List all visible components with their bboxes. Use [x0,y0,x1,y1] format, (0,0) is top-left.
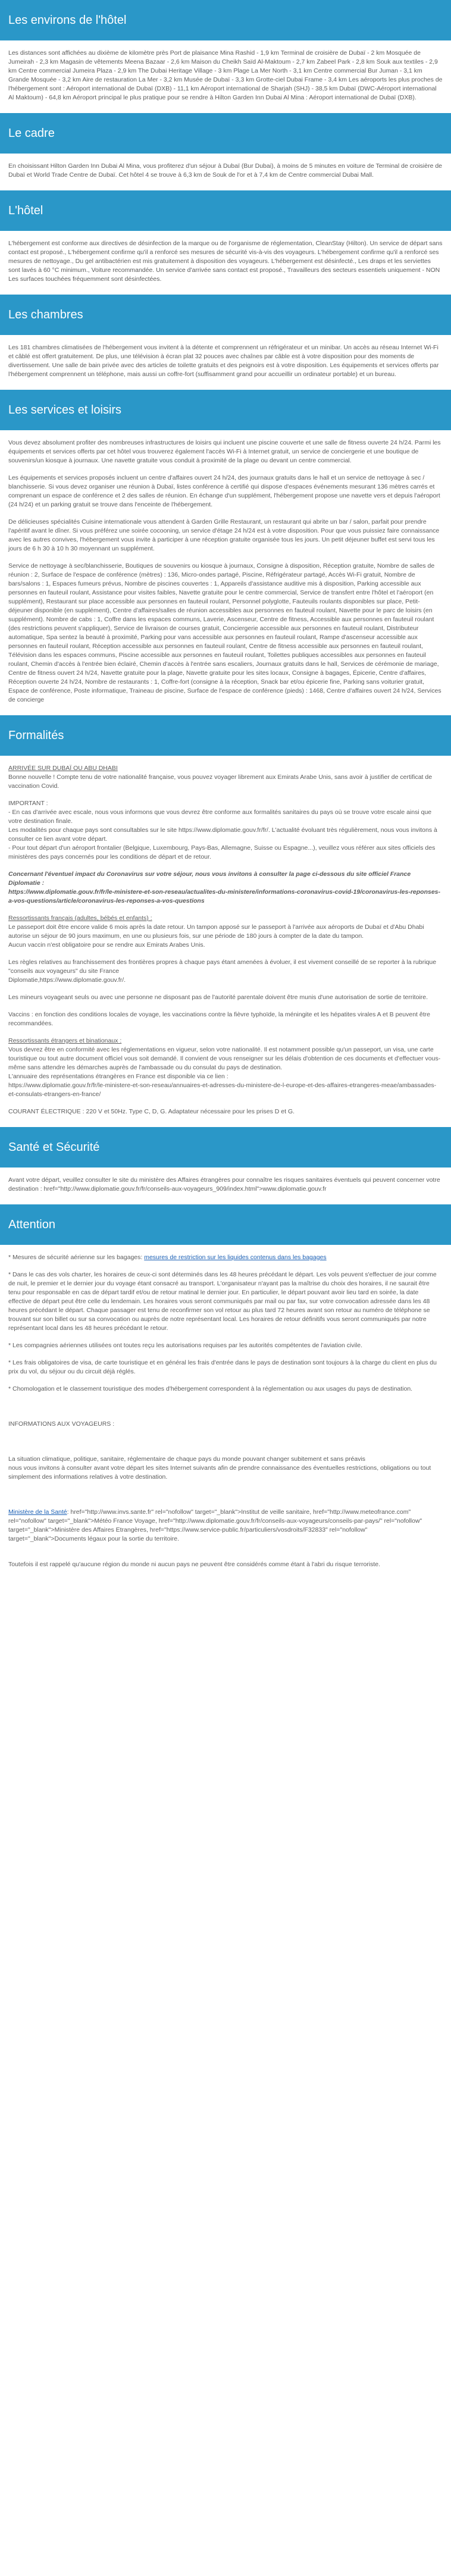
formalites-text: L'annuaire des représentations étrangères en France est disponible via ce lien : [8,1073,228,1080]
section-formalites [0,715,451,1127]
attention-text: nous vous invitons à consulter avant votre départ les sites Internet suivants afin de prendre connaissance des éventuelles restrictions, obligations ou tout simplement des informations relatives à votre destination. [8,1464,431,1481]
attention-text: * Chomologation et le classement touristique des modes d'hébergement correspondent à la réglementation ou aux usages du pays de destination. [8,1385,413,1392]
section-title-attention: Attention [0,1204,451,1245]
formalites-coronavirus-text: Concernant l'éventuel impact du Coronavirus sur votre séjour, nous vous invitons à consulter la page ci-dessous du site officiel France Diplomatie : [8,871,411,887]
formalites-text: Les règles relatives au franchissement des frontières propres à chaque pays étant amenées à évoluer, il est vivement conseillé de se reporter à la rubrique "conseils aux voyageurs" du site France [8,959,437,975]
formalites-courant: COURANT ÉLECTRIQUE : 220 V et 50Hz. Type C, D, G. Adaptateur nécessaire pour les prises D et G. [8,1108,295,1115]
formalites-text: Vaccins : en fonction des conditions locales de voyage, les vaccinations contre la fièvre typhoïde, la méningite et les hépatites virales A et B peuvent être recommandées. [8,1011,430,1027]
formalites-text: Diplomatie,https://www.diplomatie.gouv.fr/. [8,976,126,984]
formalites-heading-arrivee: ARRIVÉE SUR DUBAÏ OU ABU DHABI [8,765,118,772]
section-title-services: Les services et loisirs [0,390,451,430]
attention-text: * Dans le cas des vols charter, les horaires de ceux-ci sont déterminés dans les 48 heures précédant le départ. Les vols peuvent s'effectuer de jour comme de nuit, le premier et le dernier jour du voyage étant consacré au transport. L'organisateur n'ayant pas la maîtrise du choix des horaires, il ne saurait être tenu pour responsable en cas de départ tardif et/ou de retour matinal le dernier jour. En particulier, le départ pouvant avoir lieu tard en soirée, la date effective de départ peut être celle du lendemain. Les horaires vous seront communiqués par mail ou par fax, sur votre convocation adressée dans les 48 heures précédant le départ. Chaque passager est tenu de reconfirmer son vol retour au plus tard 72 heures avant son retour au numéro de téléphone se trouvant sur son billet ou sur sa convocation ou auprès de notre représentant local. Les horaires de retour définitifs vous seront communiqués par notre représentant local dans les 48 heures précédant le retour. [8,1271,437,1332]
section-hotel [0,190,451,295]
attention-text: La situation climatique, politique, sanitaire, réglementaire de chaque pays du monde pouvant changer subitement et sans préavis [8,1456,366,1463]
services-list: Service de nettoyage à sec/blanchisserie, Boutiques de souvenirs ou kiosque à journaux, Consigne à disposition, Réception gratuite, Nombre de salles de réunion : 2, Surface de l'espace de conférence (mètres) : 136, Micro-ondes partagé, Piscine, Réfrigérateur partagé, Accès Wi-Fi gratuit, Nombre de bars/salons : 1, Espaces fumeurs prévus, Nombre de piscines couvertes : 1, Appareils d'assistance auditive mis à disposition, Parking accessible aux personnes en fauteuil roulant, Assistance pour visites faibles, Navette gratuite pour le centre commercial, Service de transfert entre l'hôtel et l'aéroport (en supplément), Restaurant sur place accessible aux personnes en fauteuil roulant, Personnel polyglotte, Fauteuils roulants disponibles sur place, Petit-déjeuner disponible (en supplément), Centre d'affaires/salles de réunion accessibles aux personnes en fauteuil roulant, Navette pour le parc de loisirs (en supplément). Nombre de cabs : 1, Coffre dans les espaces communs, Laverie, Ascenseur, Centre de fitness, Accessible aux personnes en fauteuil roulant (des restrictions peuvent s'appliquer), Service de livraison de courses gratuit, Conciergerie accessible aux personnes en fauteuil roulant, Distributeur automatique, Spa sentez la beauté à proximité, Parking pour vans accessible aux personnes en fauteuil roulant, Rampe d'ascenseur accessible aux personnes en fauteuil roulant, Réception accessible aux personnes en fauteuil roulant, Centre de fitness accessible aux personnes en fauteuil roulant, Télévision dans les espaces communs, Piscine accessible aux personnes en fauteuil roulant, Toilettes publiques accessibles aux personnes en fauteuil roulant, Chemin d'accès à l'entrée bien éclairé, Chemin d'accès à l'entrée sans escaliers, Journaux gratuits dans le hall, Services de cérémonie de mariage, Centre de fitness ouvert 24 h/24, Navette gratuite pour la plage, Navette gratuite pour les sites locaux, Consigne à bagages, Épicerie, Centre d'affaires, Réception ouverte 24 h/24, Nombre de restaurants : 1, Coffre-fort (consigne à la réception, Snack bar et/ou épicerie fine, Parking sans voiturier gratuit, Espace de conférence, Poste informatique, Traineau de piscine, Surface de l'espace de conférence (pieds) : 1468, Centre d'affaires ouvert 24 h/24, Services de concierge [8,562,441,703]
hotel-text: L'hébergement est conforme aux directives de désinfection de la marque ou de l'organisme de réglementation, CleanStay (Hilton). Un service de départ sans contact est proposé., L'hébergement confirme qu'il a renforcé ses mesures de sécurité vis-à-vis des voyageurs. L'hébergement confirme qu'il a renforcé ses mesures de nettoyage., Du gel antibactérien est mis gratuitement à disposition des voyageurs. L'hébergement est désinfecté., Les draps et les serviettes sont lavés à 60 °C minimum., Voiture recommandée. Un service d'arrivée sans contact est proposé., Travailleurs des secteurs essentiels uniquement - NON Les surfaces touchées fréquemment sont désinfectées. [8,240,443,283]
formalites-heading-francais: Ressortissants français (adultes, bébés et enfants) : [8,915,152,922]
section-title-chambres: Les chambres [0,295,451,335]
attention-text: * Mesures de sécurité aérienne sur les bagages: [8,1254,145,1261]
services-paragraph: Vous devez absolument profiter des nombreuses infrastructures de loisirs qui incluent une piscine couverte et une salle de fitness ouverte 24 h/24. Parmi les équipements et services offerts par cet hôtel vous trouverez également l'accès Wi-Fi à Internet gratuit, un service de conciergerie et une boutique de souvenirs/un kiosque à journaux. Une navette gratuite vous conduit à proximité de la plage ou devant un centre commercial. [8,439,441,464]
formalites-text: Le passeport doit être encore valide 6 mois après la date retour. Un tampon apposé sur le passeport à l'arrivée aux aéroports de Dubaï et d'Abu Dhabi autorise un séjour de 90 jours maximum, en une ou plusieurs fois, sur une période de 180 jours à compter de la date du tampon. [8,924,424,940]
section-title-hotel: L'hôtel [0,190,451,231]
attention-text: * Les frais obligatoires de visa, de carte touristique et en général les frais d'entrée dans le pays de destination sont toujours à la charge du client en plus du prix du vol, du séjour ou du circuit déjà réglés. [8,1359,437,1375]
section-chambres [0,295,451,390]
ministere-sante-link[interactable]: Ministère de la Santé [8,1508,67,1516]
formalites-text: Aucun vaccin n'est obligatoire pour se rendre aux Emirats Arabes Unis. [8,941,205,949]
section-title-formalites: Formalités [0,715,451,756]
chambres-text: Les 181 chambres climatisées de l'hébergement vous invitent à la détente et comprennent un réfrigérateur et un minibar. Un accès au réseau Internet Wi-Fi et câblé est offert gratuitement. De plus, une télévision à écran plat 32 pouces avec chaînes par câble est à votre disposition pour des moments de divertissement. Une salle de bain privée avec des articles de toilette gratuits et des peignoirs est à votre disposition. Les équipements et services offerts par l'hébergement comprennent un téléphone, mais aussi un coffre-fort (suffisamment grand pour accueillir un ordinateur portable) et un bureau. [8,344,439,378]
sante-text: Avant votre départ, veuillez consulter le site du ministère des Affaires étrangères pour connaître les risques sanitaires éventuels qui peuvent concerner votre destination : href="http://www.diplomatie.gouv.fr/fr/conseils-aux-voyageurs_909/index.html">www.diplomatie.gouv.fr [8,1176,440,1192]
cadre-text: En choisissant Hilton Garden Inn Dubai Al Mina, vous profiterez d'un séjour à Dubaï (Bur Dubai), à moins de 5 minutes en voiture de Terminal de croisière de Dubaï et World Trade Centre de Dubaï. Cet hôtel 4 se trouve à 6,3 km de Souk de l'or et à 7,4 km de Centre commercial Dubai Mall. [8,162,443,179]
formalites-heading-etrangers: Ressortissants étrangers et binationaux : [8,1037,122,1044]
attention-informations-heading: INFORMATIONS AUX VOYAGEURS : [8,1420,115,1428]
section-environs [0,0,451,113]
attention-text: : href="http://www.invs.sante.fr" rel="nofollow" target="_blank">Institut de veille sanitaire, href="http://www.meteofrance.com" rel="nofollow" target="_blank">Météo France Voyage, href="http://www.diplomatie.gouv.fr/fr/conseils-aux-voyageurs/conseils-par-pays/" rel="nofollow" target="_blank">Ministère des Affaires Etrangères, href="https://www.service-public.fr/particuliers/vosdroits/F32833" rel="nofollow" target="_blank">Documents légaux pour la sortie du territoire. [8,1508,422,1542]
services-paragraph: Les équipements et services proposés incluent un centre d'affaires ouvert 24 h/24, des journaux gratuits dans le hall et un service de nettoyage à sec / blanchisserie. Si vous devez organiser une réunion à Dubaï, listes conférence à certifié qui dispose d'espaces événements mesurant 136 mètres carrés et comprenant un espace de conférence et 2 des salles de réunion. En échange d'un supplément, l'hébergement propose une navette vers et depuis l'aéroport (24 h/24) et un parking gratuit se trouve dans l'enceinte de l'hébergement. [8,474,440,508]
services-paragraph: De délicieuses spécialités Cuisine internationale vous attendent à Garden Grille Restaurant, un restaurant qui abrite un bar / salon, parfait pour prendre l'apéritif avant le dîner. Si vous préférez une soirée cocooning, un service d'étage 24 h/24 est à votre disposition. Pour que vous puissiez faire connaissance avec les autres convives, l'hébergement vous invite à participer à une réception gratuite organisée tous les jours. Un petit déjeuner buffet est servi tous les jours de 6 h 30 à 10 h 30 moyennant un supplément. [8,518,440,552]
formalites-coronavirus-link[interactable]: https://www.diplomatie.gouv.fr/fr/le-ministere-et-son-reseau/actualites-du-ministere/informations-coronavirus-covid-19/coronavirus-les-reponses-a-vos-questions/article/coronavirus-les-reponses-a-vos-questions [8,888,441,904]
attention-text: * Les compagnies aériennes utilisées ont toutes reçu les autorisations requises par les autorités compétentes de l'aviation civile. [8,1342,362,1349]
formalites-text: Les modalités pour chaque pays sont consultables sur le site https://www.diplomatie.gouv.fr/fr/. L'actualité évoluant très régulièrement, nous vous invitons à consulter ce lien avant votre départ. [8,827,437,843]
section-title-cadre: Le cadre [0,113,451,154]
formalites-text: - Pour tout départ d'un aéroport frontalier (Belgique, Luxembourg, Pays-Bas, Allemagne, Suisse ou Espagne...), veuillez vous référer aux sites officiels des ministères des pays concernés pour les conditions de départ et de retour. [8,844,436,860]
section-sante [0,1127,451,1204]
formalites-annuaire-link[interactable]: https://www.diplomatie.gouv.fr/fr/le-ministere-et-son-reseau/annuaires-et-adresses-du-ministere-de-l-europe-et-des-affaires-etrangeres-meae/ambassades-et-consulats-etrangers-en-france/ [8,1082,437,1098]
attention-text: Toutefois il est rappelé qu'aucune région du monde ni aucun pays ne peuvent être considérés comme étant à l'abri du risque terroriste. [8,1561,381,1568]
formalites-text: Vous devrez être en conformité avec les réglementations en vigueur, selon votre nationalité. Il est notamment possible qu'un passeport, un visa, une carte touristique ou tout autre document officiel vous soit demandé. Il convient de vous renseigner sur les délais d'obtention de ces documents et d'effectuer vous-même sans attendre les démarches auprès de l'ambassade ou du consulat du pays de destination. [8,1046,441,1071]
formalites-text: Les mineurs voyageant seuls ou avec une personne ne disposant pas de l'autorité parentale doivent être munis d'une autorisation de sortie de territoire. [8,994,428,1001]
environs-text: Les distances sont affichées au dixième de kilomètre près Port de plaisance Mina Rashid - 1,9 km Terminal de croisière de Dubaï - 2 km Mosquée de Jumeirah - 2,3 km Magasin de vêtements Meena Bazaar - 2,6 km Maison du Cheikh Saïd Al-Maktoum - 2,7 km Zabeel Park - 2,8 km Souk aux textiles - 2,9 km Centre commercial Jumeira Plaza - 2,9 km The Dubai Heritage Village - 3 km Plage La Mer North - 3,1 km Centre commercial Bur Juman - 3,1 km Grande Mosquée - 3,2 km Aire de restauration La Mer - 3,2 km Musée de Dubaï - 3,3 km Grotte-ciel Dubai Frame - 3,4 km Les aéroports les plus proches de l'hébergement sont : Aéroport international de Dubaï (DXB) - 11,1 km Aéroport international de Sharjah (SHJ) - 38,5 km Dubaï (DWC-Aéroport international Al Maktoum) - 64,8 km Aéroport principal le plus pratique pour se rendre à Hilton Garden Inn Dubai Al Mina : Aéroport international de Dubaï (DXB). [8,49,443,101]
section-services [0,390,451,715]
formalites-heading-important: IMPORTANT : [8,800,48,807]
section-title-sante: Santé et Sécurité [0,1127,451,1168]
section-attention [0,1204,451,1580]
formalites-text: - En cas d'arrivée avec escale, nous vous informons que vous devrez être conforme aux formalités sanitaires du pays où se trouve votre escale ainsi que votre destination finale. [8,809,432,825]
section-cadre [0,113,451,190]
section-title-environs: Les environs de l'hôtel [0,0,451,40]
liquides-link[interactable]: mesures de restriction sur les liquides contenus dans les bagages [144,1254,327,1261]
formalites-text: Bonne nouvelle ! Compte tenu de votre nationalité française, vous pouvez voyager librement aux Emirats Arabe Unis, sans avoir à justifier de certificat de vaccination Covid. [8,774,433,790]
